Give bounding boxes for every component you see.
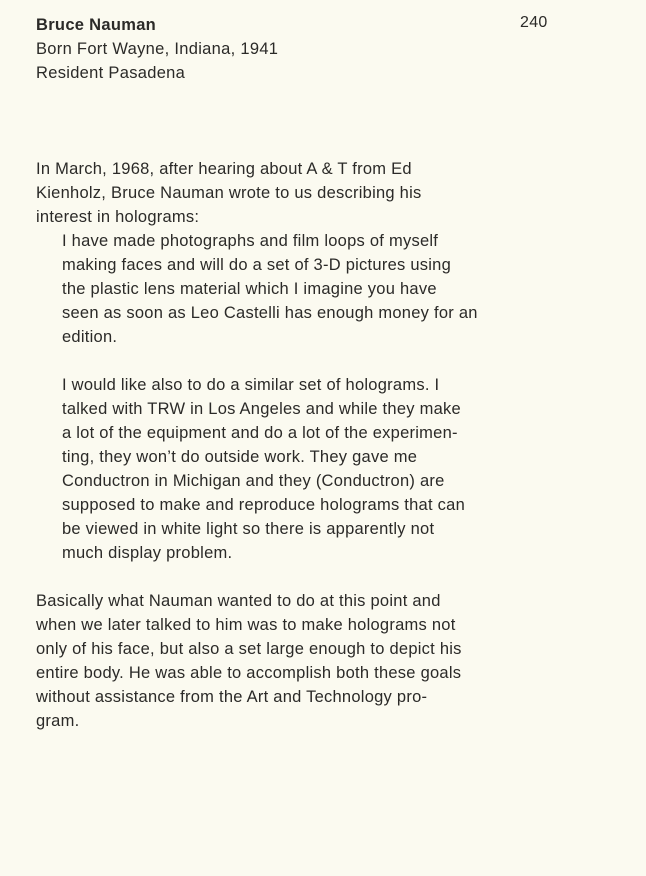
text-line: gram. xyxy=(36,712,80,730)
paragraph-gap xyxy=(36,349,576,373)
text-line: be viewed in white light so there is apparently not xyxy=(62,520,435,538)
text-line: Basically what Nauman wanted to do at this point and xyxy=(36,592,441,610)
text-line: a lot of the equipment and do a lot of the experimen- xyxy=(62,424,458,442)
conclusion-paragraph xyxy=(36,589,576,733)
text-line: seen as soon as Leo Castelli has enough money for an xyxy=(62,304,478,322)
page-number: 240 xyxy=(520,14,548,31)
text-line: the plastic lens material which I imagine you have xyxy=(62,280,437,298)
text-line: when we later talked to him was to make holograms not xyxy=(36,616,456,634)
article-body xyxy=(36,157,576,733)
artist-birth: Born Fort Wayne, Indiana, 1941 xyxy=(36,40,279,58)
quote-paragraph-2 xyxy=(36,373,576,565)
artist-name: Bruce Nauman xyxy=(36,16,157,34)
text-line: I have made photographs and film loops of myself xyxy=(62,232,439,250)
intro-paragraph xyxy=(36,157,576,229)
text-line: interest in holograms: xyxy=(36,208,200,226)
text-line: supposed to make and reproduce holograms that can xyxy=(62,496,465,514)
artist-residence: Resident Pasadena xyxy=(36,64,186,82)
text-line: In March, 1968, after hearing about A & T from Ed xyxy=(36,160,412,178)
paragraph-gap xyxy=(36,565,576,589)
text-line: without assistance from the Art and Technology pro- xyxy=(36,688,428,706)
text-line: I would like also to do a similar set of holograms. I xyxy=(62,376,440,394)
text-line: Conductron in Michigan and they (Conductron) are xyxy=(62,472,445,490)
text-line: Kienholz, Bruce Nauman wrote to us describing his xyxy=(36,184,422,202)
text-line: entire body. He was able to accomplish both these goals xyxy=(36,664,462,682)
text-line: edition. xyxy=(62,328,118,346)
text-line: only of his face, but also a set large enough to depict his xyxy=(36,640,462,658)
text-line: much display problem. xyxy=(62,544,233,562)
quote-paragraph-1 xyxy=(36,229,576,349)
artist-header xyxy=(36,13,278,85)
text-line: ting, they won’t do outside work. They gave me xyxy=(62,448,418,466)
text-line: talked with TRW in Los Angeles and while they make xyxy=(62,400,461,418)
text-line: making faces and will do a set of 3-D pictures using xyxy=(62,256,452,274)
